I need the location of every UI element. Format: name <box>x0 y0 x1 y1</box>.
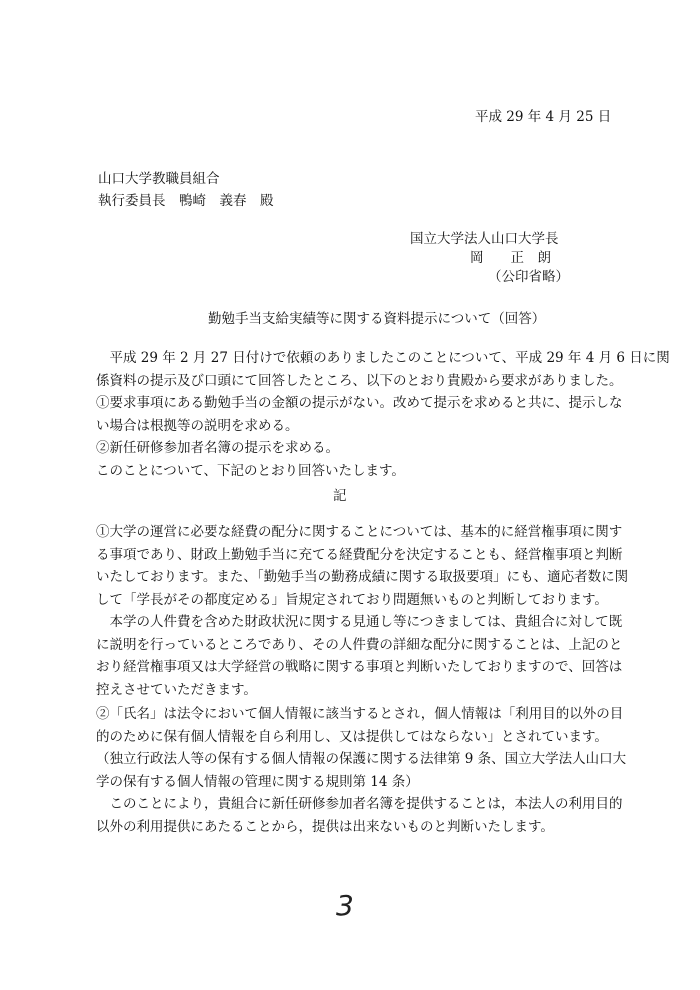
answer-1-line: に説明を行っているところであり、その人件費の詳細な配分に関することは、上記のと <box>96 636 623 653</box>
answer-2-line: 的のために保有個人情報を自ら利用し、又は提供してはならない」とされています。 <box>96 728 608 745</box>
intro-line: ②新任研修参加者名簿の提示を求める。 <box>96 440 339 456</box>
sender-organization: 国立大学法人山口大学長 <box>410 231 559 247</box>
ki-heading: 記 <box>333 488 347 504</box>
page-number: 3 <box>336 889 354 922</box>
intro-line: い場合は根拠等の説明を求める。 <box>96 417 299 434</box>
answer-1-line: ①大学の運営に必要な経費の配分に関することについては、基本的に経営権事項に関す <box>96 524 623 540</box>
answer-1-line: いたしております。また、「勤勉手当の勤務成績に関する取扱要項」にも、適応者数に関 <box>96 569 629 585</box>
answer-1-line: 控えさせていただきます。 <box>96 681 257 698</box>
intro-line: ①要求事項にある勤勉手当の金額の提示がない。改めて提示を求めると共に、提示しな <box>96 395 623 411</box>
answer-1-line: して「学長がその都度定める」旨規定されており問題無いものと判断しております。 <box>96 591 608 608</box>
intro-paragraph <box>96 347 670 482</box>
answer-2-line: （独立行政法人等の保有する個人情報の保護に関する法律第 9 条、国立大学法人山口大 <box>96 751 627 767</box>
answer-2-line: ②「氏名」は法令において個人情報に該当するとされ，個人情報は「利用目的以外の目 <box>96 706 624 722</box>
answer-2-line: 以外の利用提供にあたることから，提供は出来ないものと判断いたします。 <box>96 818 554 835</box>
answer-2-line: このことにより，貴組合に新任研修参加者名簿を提供することは，本法人の利用目的 <box>96 796 623 812</box>
intro-line: 係資料の提示及び口頭にて回答したところ、以下のとおり貴殿から要求がありました。 <box>96 372 623 389</box>
recipient-name: 執行委員長 鴨崎 義春 殿 <box>98 193 274 209</box>
answer-1-line: 本学の人件費を含めた財政状況に関する見通し等につきましては、貴組合に対して既 <box>96 614 623 630</box>
answer-1-line: おり経営権事項又は大学経営の戦略に関する事項と判断いたしておりますので、回答は <box>96 659 623 675</box>
answer-1-paragraph <box>96 521 629 701</box>
sender-name: 岡 正 朗 <box>470 250 551 266</box>
answer-2-line: 学の保有する個人情報の管理に関する規則第 14 条） <box>96 773 419 790</box>
letter-date: 平成 29 年 4 月 25 日 <box>475 109 612 125</box>
seal-omitted-note: （公印省略） <box>488 269 569 285</box>
answer-1-line: る事項であり、財政上勤勉手当に充てる経費配分を決定することも、経営権事項と判断 <box>96 546 623 563</box>
document-title: 勤勉手当支給実績等に関する資料提示について（回答） <box>208 311 546 327</box>
intro-line: 平成 29 年 2 月 27 日付けで依頼のありましたこのことについて、平成 29 年 4 月 6 日に関 <box>96 350 670 366</box>
answer-2-paragraph <box>96 703 627 838</box>
intro-line: このことについて、下記のとおり回答いたします。 <box>96 462 405 479</box>
recipient-organization: 山口大学教職員組合 <box>98 171 220 187</box>
